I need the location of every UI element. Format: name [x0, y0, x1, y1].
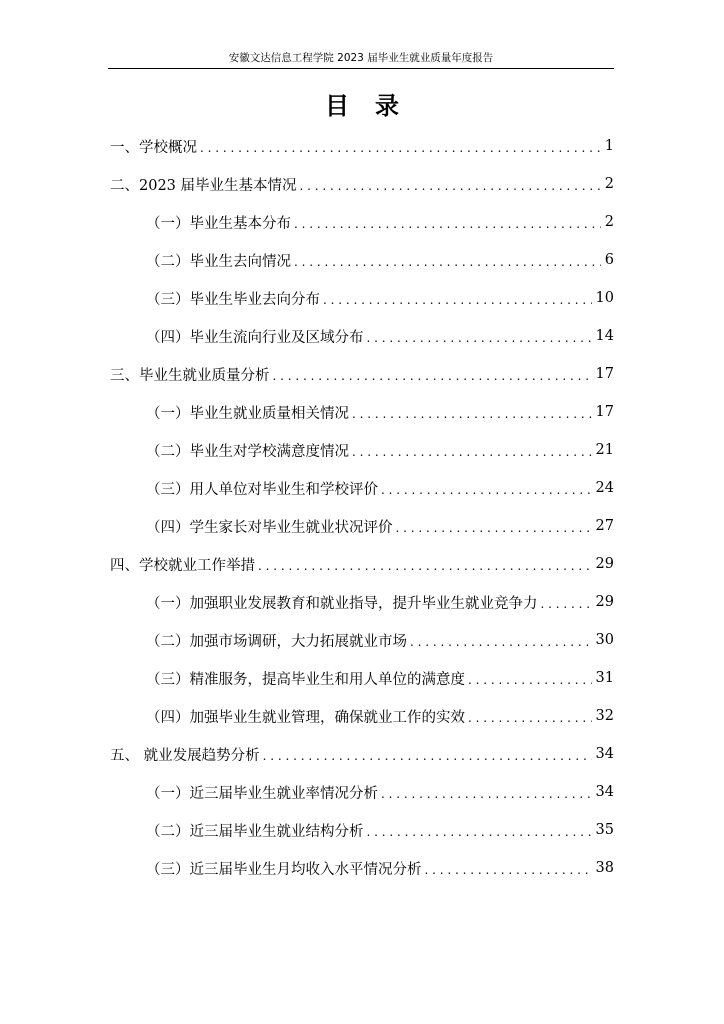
toc-page-number: 29: [595, 594, 614, 610]
toc-entry[interactable]: [146, 210, 614, 234]
toc-page-number: 34: [595, 784, 614, 800]
toc-dot-leader: [258, 550, 592, 578]
toc-page-number: 2: [604, 176, 614, 192]
toc-page-number: 2: [604, 214, 614, 230]
toc-entry[interactable]: [146, 628, 614, 652]
toc-entry[interactable]: [146, 248, 614, 272]
page-title: 目录: [325, 92, 425, 120]
toc-dot-leader: [200, 132, 601, 160]
toc-entry-label: 三、毕业生就业质量分析: [110, 367, 270, 384]
toc-entry[interactable]: [146, 818, 614, 842]
toc-page-number: 27: [595, 518, 614, 534]
toc-page-number: 34: [595, 746, 614, 762]
toc-entry-label: （二）加强市场调研，大力拓展就业市场: [146, 633, 407, 650]
toc-page-number: 32: [595, 708, 614, 724]
toc-page-number: 30: [595, 632, 614, 648]
toc-dot-leader: [352, 398, 592, 426]
toc-dot-leader: [381, 474, 592, 502]
toc-page-number: 38: [595, 860, 614, 876]
toc-entry[interactable]: [146, 704, 614, 728]
toc-page-number: 29: [595, 556, 614, 572]
toc-entry[interactable]: [146, 400, 614, 424]
toc-entry-label: （一）毕业生基本分布: [146, 215, 291, 232]
toc-dot-leader: [294, 246, 601, 274]
toc-entry[interactable]: [146, 590, 614, 614]
toc-dot-leader: [367, 816, 592, 844]
toc-dot-leader: [352, 436, 592, 464]
toc-dot-leader: [273, 360, 592, 388]
toc-entry-label: 五、 就业发展趋势分析: [110, 747, 260, 764]
running-header: 安徽文达信息工程学院 2023 届毕业生就业质量年度报告: [108, 48, 614, 69]
toc-entry[interactable]: [146, 324, 614, 348]
toc-dot-leader: [294, 208, 601, 236]
toc-dot-leader: [468, 702, 592, 730]
toc-entry-label: 一、学校概况: [110, 139, 197, 156]
toc-entry[interactable]: [110, 134, 614, 158]
toc-entry-label: （一）毕业生就业质量相关情况: [146, 405, 349, 422]
toc-entry[interactable]: [146, 286, 614, 310]
toc-dot-leader: [425, 854, 592, 882]
toc-dot-leader: [410, 626, 592, 654]
toc-entry-label: （二）毕业生去向情况: [146, 253, 291, 270]
toc-entry-label: （四）加强毕业生就业管理，确保就业工作的实效: [146, 709, 465, 726]
toc-dot-leader: [300, 170, 601, 198]
toc-dot-leader: [541, 588, 592, 616]
toc-entry-label: （三）用人单位对毕业生和学校评价: [146, 481, 378, 498]
toc-entry[interactable]: [146, 438, 614, 462]
toc-entry-label: 四、学校就业工作举措: [110, 557, 255, 574]
toc-entry-label: （三）毕业生毕业去向分布: [146, 291, 320, 308]
toc-entry[interactable]: [146, 856, 614, 880]
toc-entry-label: （一）加强职业发展教育和就业指导，提升毕业生就业竞争力: [146, 595, 538, 612]
toc-entry-label: （一）近三届毕业生就业率情况分析: [146, 785, 378, 802]
toc-entry[interactable]: [146, 666, 614, 690]
toc-entry-label: （三）近三届毕业生月均收入水平情况分析: [146, 861, 422, 878]
toc-entry[interactable]: [110, 742, 614, 766]
toc-entry[interactable]: [146, 514, 614, 538]
toc-entry-label: （二）近三届毕业生就业结构分析: [146, 823, 364, 840]
toc-dot-leader: [396, 512, 592, 540]
toc-page-number: 14: [595, 328, 614, 344]
toc-dot-leader: [468, 664, 592, 692]
toc-page-number: 31: [595, 670, 614, 686]
toc-dot-leader: [263, 740, 592, 768]
toc-page-number: 17: [595, 404, 614, 420]
toc-dot-leader: [323, 284, 592, 312]
toc-page-number: 24: [595, 480, 614, 496]
toc-entry[interactable]: [146, 476, 614, 500]
toc-entry-label: 二、2023 届毕业生基本情况: [110, 177, 297, 194]
toc-entry-label: （四）学生家长对毕业生就业状况评价: [146, 519, 393, 536]
toc-page-number: 17: [595, 366, 614, 382]
toc-entry[interactable]: [110, 172, 614, 196]
toc-page-number: 6: [604, 252, 614, 268]
toc-entry-label: （三）精准服务，提高毕业生和用人单位的满意度: [146, 671, 465, 688]
toc-page-number: 35: [595, 822, 614, 838]
toc-entry[interactable]: [146, 780, 614, 804]
toc-dot-leader: [381, 778, 592, 806]
toc-page-number: 21: [595, 442, 614, 458]
toc-entry[interactable]: [110, 362, 614, 386]
toc-dot-leader: [367, 322, 592, 350]
toc-page-number: 10: [595, 290, 614, 306]
toc-page-number: 1: [604, 138, 614, 154]
toc-entry-label: （二）毕业生对学校满意度情况: [146, 443, 349, 460]
toc-entry-label: （四）毕业生流向行业及区域分布: [146, 329, 364, 346]
toc-entry[interactable]: [110, 552, 614, 576]
